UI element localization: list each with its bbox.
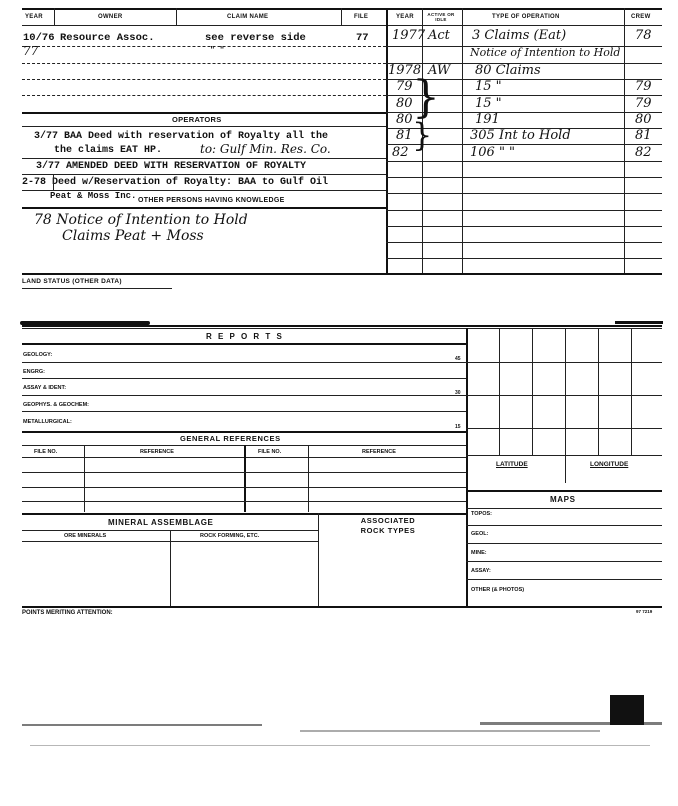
maps-assay: ASSAY: [471,568,491,574]
op-6-year: 80 [396,112,413,127]
col-sep-claim [341,8,342,26]
owner-row-2-claim: " " [210,46,225,55]
general-refs-file-1: FILE NO. [34,449,58,455]
op-rule-11 [386,210,662,211]
op-3-status: AW [428,63,451,78]
mineral-header-rule [22,541,318,542]
scan-smudge-center [300,730,600,732]
land-status-label: LAND STATUS (OTHER DATA) [22,278,122,285]
report-geophys: GEOPHYS. & GEOCHEM: [23,402,90,408]
op-6-crew: 80 [635,112,652,127]
op-rule-14 [386,258,662,259]
report-engrg: ENGRG: [23,369,45,375]
scan-smudge-left [22,724,262,726]
report-rule-2 [22,378,466,379]
op-8-year: 82 [392,145,409,160]
general-refs-row-2 [22,487,466,488]
owner-row-2-year: 77 [23,44,39,58]
op-7-type: 305 Int to Hold [470,128,571,143]
right-grid-row-4 [466,455,662,456]
report-rule-3 [22,395,466,396]
op-2-type: Notice of Intention to Hold [470,46,621,59]
op-3-year: 1978 [388,63,422,78]
op-rule-12 [386,226,662,227]
right-grid-left [466,328,468,606]
operators-line-1: 3/77 BAA Deed with reservation of Royalty all the [34,131,329,142]
op-7-year: 81 [396,128,413,143]
col-sep-year [54,8,55,26]
header-year: YEAR [25,14,43,20]
header-owner: OWNER [98,14,123,20]
op-brace: } [412,72,440,123]
maps-rule-4 [466,579,662,580]
report-geology: GEOLOGY: [23,352,53,358]
maps-geol: GEOL: [471,531,489,537]
report-metallurgical: METALLURGICAL: [23,419,72,425]
owner-row-1-claim: see reverse side [205,32,306,44]
maps-rule-3 [466,561,662,562]
header-claim-name: CLAIM NAME [227,14,269,20]
owner-rule-1 [22,46,386,47]
general-refs-ref-1: REFERENCE [140,449,174,455]
op-5-year: 80 [396,96,413,111]
report-assay: ASSAY & IDENT: [23,385,67,391]
op-6-type: 191 [475,112,500,127]
op-1-status: Act [428,28,450,43]
general-refs-file-2: FILE NO. [258,449,282,455]
report-assay-code: 30 [455,390,461,396]
reports-title: R E P O R T S [206,332,284,341]
mineral-sep-associated [318,513,319,606]
maps-other: OTHER (& PHOTOS) [471,587,525,593]
report-geology-code: 45 [455,356,461,362]
operators-line-5: Peat & Moss Inc. [50,191,137,201]
report-metallurgical-code: 15 [455,424,461,430]
mineral-top-rule [22,513,466,515]
header-file: FILE [354,14,369,20]
right-grid-col-1 [499,328,500,455]
operators-handwritten-to: to: Gulf Min. Res. Co. [200,142,331,156]
op-8-type: 106 " " [470,145,516,160]
right-grid-col-3 [565,328,566,483]
right-grid-row-2 [466,395,662,396]
header-type-of-operation: TYPE OF OPERATION [492,14,560,20]
owner-row-1-file: 77 [356,32,369,44]
mineral-title: MINERAL ASSEMBLAGE [108,518,214,527]
operators-rule-b [22,174,386,175]
mineral-ore: ORE MINERALS [64,533,107,539]
form-number: 97 7219 [636,609,653,614]
report-rule-4 [22,411,466,412]
op-4-year: 79 [396,79,413,94]
op-rule-13 [386,242,662,243]
longitude-label: LONGITUDE [590,461,629,468]
header-crew: CREW [631,14,651,20]
operators-title-rule [22,126,386,127]
right-grid-row-1 [466,362,662,363]
op-brace-2: } [412,116,433,154]
operators-top-rule [22,112,386,114]
owner-row-1-owner: Resource Assoc. [60,32,155,44]
header-active-or-idle: ACTIVE OR IDLE [427,12,455,22]
op-bottom-rule [386,273,662,275]
op-4-type: 15 " [475,79,502,94]
report-rule-1 [22,362,466,363]
col-sep-owner [176,8,177,26]
maps-topos: TOPOS: [471,511,492,517]
op-5-type: 15 " [475,96,502,111]
op-rule-10 [386,193,662,194]
mineral-rock: ROCK FORMING, ETC. [200,533,260,539]
right-grid-col-5 [631,328,632,455]
latitude-label: LATITUDE [496,461,528,468]
op-3-type: 80 Claims [475,63,541,78]
maps-title: MAPS [550,495,576,504]
top-border [22,8,662,10]
other-persons-title: OTHER PERSONS HAVING KNOWLEDGE [138,197,285,204]
reports-title-rule [22,343,466,345]
left-bottom-rule [22,273,386,275]
general-refs-title: GENERAL REFERENCES [180,434,281,443]
operators-line-4: 2-78 Deed w/Reservation of Royalty: BAA to Gulf Oil [22,177,329,188]
maps-mine: MINE: [471,550,487,556]
op-5-crew: 79 [635,96,652,111]
right-grid-col-4 [598,328,599,455]
general-refs-top-rule [22,431,466,433]
mineral-associated: ASSOCIATED ROCK TYPES [360,516,416,535]
land-status-underline [22,288,172,289]
other-persons-note-1: 78 Notice of Intention to Hold [34,212,248,228]
reports-top-bar-right [615,321,663,324]
maps-rule-2 [466,543,662,544]
points-meriting-attention: POINTS MERITING ATTENTION: [22,610,113,616]
maps-title-rule [466,508,662,509]
general-refs-ref-2: REFERENCE [362,449,396,455]
operators-line-2: the claims EAT HP. [54,145,163,156]
right-grid-row-3 [466,428,662,429]
op-rule-8 [386,161,662,162]
col-sep-active [462,8,463,274]
header-year-2: YEAR [396,14,414,20]
reports-top-rule [22,325,662,327]
general-refs-row-1 [22,472,466,473]
operators-line-3: 3/77 AMENDED DEED WITH RESERVATION OF ROYALTY [36,161,307,172]
operators-rule-a [22,158,386,159]
op-8-crew: 82 [635,145,652,160]
maps-rule-1 [466,525,662,526]
owner-rule-4 [22,95,386,96]
owner-rule-2 [22,63,386,64]
header-bottom-rule [22,25,662,26]
op-rule-9 [386,177,662,178]
other-persons-note-2: Claims Peat + Moss [62,228,204,244]
maps-top-rule [466,490,662,492]
op-4-crew: 79 [635,79,652,94]
op-1-year: 1977 [392,28,426,43]
operators-date-sep [53,174,54,190]
operators-title: OPERATORS [172,115,222,124]
reports-top-rule-2 [22,328,662,329]
op-1-crew: 78 [635,28,652,43]
other-persons-rule [22,207,386,209]
scan-noise-bottom [30,745,650,746]
col-sep-file [386,8,388,274]
general-refs-row-3 [22,501,466,502]
op-7-crew: 81 [635,128,652,143]
bottom-section-rule [22,606,662,608]
op-1-type: 3 Claims (Eat) [472,28,567,43]
right-grid-col-2 [532,328,533,455]
owner-row-1-year: 10/76 [23,32,55,44]
owner-rule-3 [22,79,386,80]
scan-dark-block [610,695,644,725]
col-sep-type [624,8,625,274]
